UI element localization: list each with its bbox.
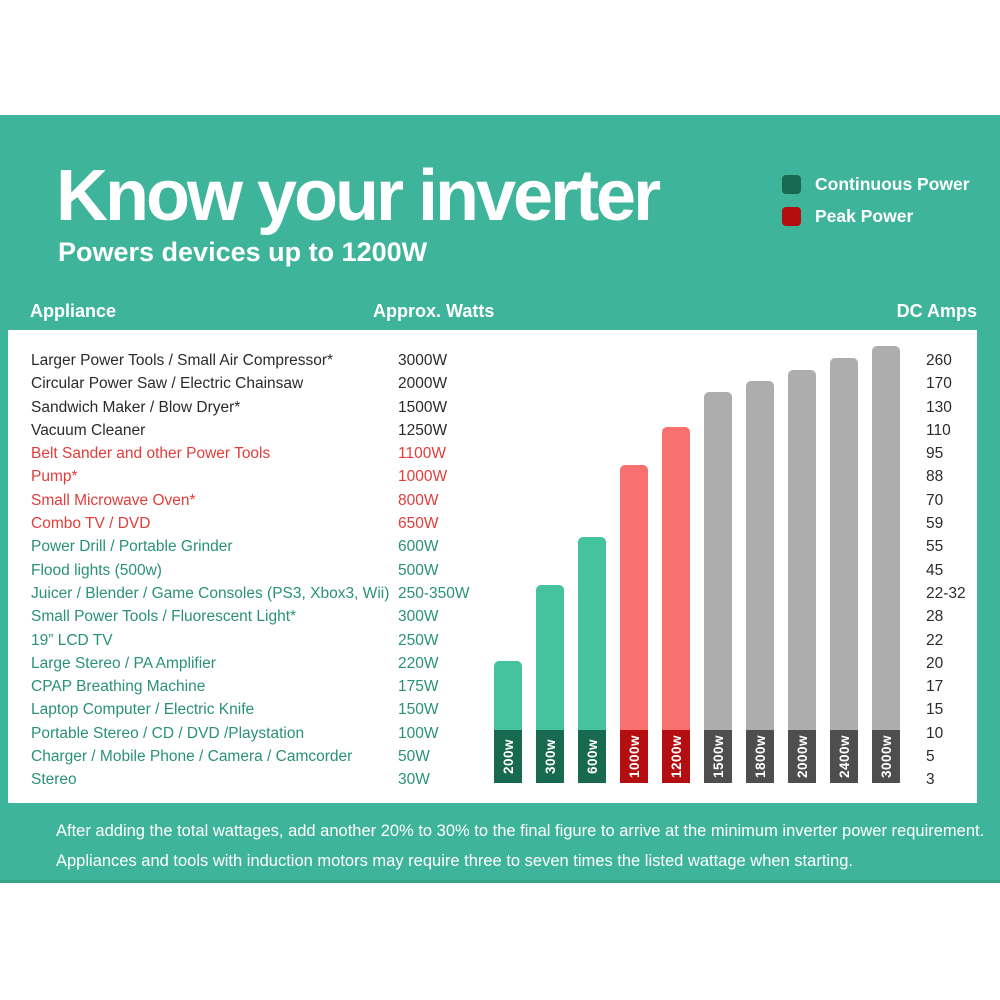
appliance-watts: 300W [398, 608, 439, 626]
appliance-name: Pump* [31, 468, 78, 486]
appliance-watts: 30W [398, 771, 430, 789]
chart-bar-base [578, 730, 606, 783]
appliance-amps: 22-32 [926, 584, 966, 602]
appliance-watts: 250W [398, 631, 439, 649]
appliance-amps: 70 [926, 491, 944, 509]
chart-bar [788, 370, 816, 783]
appliance-amps: 15 [926, 701, 944, 719]
appliance-name: Portable Stereo / CD / DVD /Playstation [31, 724, 305, 742]
chart-bar-label: 600w [584, 738, 600, 775]
appliance-watts: 175W [398, 678, 439, 696]
appliance-amps: 110 [926, 421, 951, 439]
appliance-amps: 260 [926, 352, 952, 369]
chart-bar [494, 661, 522, 783]
appliance-watts: 600W [398, 538, 439, 556]
appliance-amps: 22 [926, 631, 944, 649]
chart-bar [704, 392, 732, 783]
appliance-amps: 130 [926, 398, 952, 416]
appliance-name: Charger / Mobile Phone / Camera / Camcorder [31, 748, 353, 766]
appliance-watts: 1000W [398, 468, 448, 486]
appliance-name: Circular Power Saw / Electric Chainsaw [31, 375, 304, 393]
page-title: Know your inverter [56, 156, 659, 236]
peak-power-swatch-icon [782, 207, 801, 226]
appliance-name: Stereo [31, 771, 77, 789]
chart-bar-label: 200w [500, 738, 516, 775]
appliance-amps: 5 [926, 748, 935, 766]
appliance-amps: 59 [926, 515, 944, 533]
chart-bar-base [872, 730, 900, 783]
appliance-watts: 100W [398, 724, 439, 742]
chart-bar [662, 427, 690, 783]
chart-bar-base [788, 730, 816, 783]
legend-label-continuous: Continuous Power [815, 174, 970, 194]
chart-bar [830, 358, 858, 783]
appliance-watts: 250-350W [398, 584, 470, 602]
appliance-watts: 800W [398, 491, 439, 509]
appliance-watts: 500W [398, 561, 439, 579]
chart-bar-base [494, 730, 522, 783]
appliance-name: Small Power Tools / Fluorescent Light* [31, 608, 297, 626]
appliance-watts: 1500W [398, 398, 448, 416]
chart-bar-base [620, 730, 648, 783]
appliance-name: Larger Power Tools / Small Air Compressor* [31, 352, 334, 369]
chart-bar-label: 2400w [836, 734, 852, 779]
continuous-power-swatch-icon [782, 175, 801, 194]
appliance-name: Combo TV / DVD [31, 515, 151, 533]
chart-bar [536, 585, 564, 783]
appliance-amps: 20 [926, 654, 944, 672]
appliance-name: Flood lights (500w) [31, 561, 162, 579]
appliance-name: Juicer / Blender / Game Consoles (PS3, Xbox3, Wii) [31, 584, 390, 602]
column-header-appliance: Appliance [30, 301, 117, 321]
appliance-watts: 3000W [398, 352, 448, 369]
legend-item-continuous [782, 174, 970, 195]
appliance-name: Laptop Computer / Electric Knife [31, 701, 255, 719]
chart-bar [872, 346, 900, 783]
chart-bar-base [704, 730, 732, 783]
legend [782, 174, 970, 227]
appliance-amps: 95 [926, 445, 944, 463]
chart-bar [620, 465, 648, 783]
appliance-name: CPAP Breathing Machine [31, 678, 206, 696]
appliance-watts: 220W [398, 654, 439, 672]
legend-label-peak: Peak Power [815, 206, 914, 226]
page-subtitle: Powers devices up to 1200W [58, 237, 428, 267]
appliance-name: Power Drill / Portable Grinder [31, 538, 233, 556]
appliance-amps: 45 [926, 561, 944, 579]
appliance-watts: 50W [398, 748, 430, 766]
appliance-amps: 88 [926, 468, 944, 486]
chart-bar-base [746, 730, 774, 783]
chart-bar-label: 2000w [794, 734, 810, 779]
appliance-watts: 150W [398, 701, 439, 719]
appliance-name: 19” LCD TV [31, 631, 113, 649]
appliance-name: Small Microwave Oven* [31, 491, 196, 509]
appliance-watts: 1100W [398, 445, 446, 463]
chart-bar-base [830, 730, 858, 783]
wattage-bar-chart [494, 346, 900, 783]
chart-bar [578, 537, 606, 783]
appliance-amps: 55 [926, 538, 944, 556]
appliance-name: Large Stereo / PA Amplifier [31, 654, 216, 672]
appliance-name: Belt Sander and other Power Tools [31, 445, 271, 463]
chart-bar-label: 1000w [626, 734, 642, 779]
banner-bottom-edge [0, 880, 1000, 883]
appliance-name: Sandwich Maker / Blow Dryer* [31, 398, 241, 416]
chart-bar-label: 1200w [668, 734, 684, 779]
chart-bar-label: 300w [542, 738, 558, 775]
appliance-amps: 28 [926, 608, 944, 626]
legend-item-peak [782, 206, 970, 227]
chart-bar-base [662, 730, 690, 783]
chart-bar-label: 3000w [878, 734, 894, 779]
appliance-watts: 650W [398, 515, 439, 533]
column-header-watts: Approx. Watts [373, 301, 495, 321]
appliance-amps: 3 [926, 771, 935, 789]
column-header-amps: DC Amps [896, 301, 977, 321]
chart-bar-base [536, 730, 564, 783]
appliance-amps: 10 [926, 724, 944, 742]
appliance-watts: 1250W [398, 421, 448, 439]
appliance-name: Vacuum Cleaner [31, 421, 146, 439]
chart-bar [746, 381, 774, 783]
appliance-amps: 17 [926, 678, 944, 696]
appliance-watts: 2000W [398, 375, 448, 393]
footer-note-2: Appliances and tools with induction motors may require three to seven times the listed wattage when starting. [56, 852, 854, 870]
appliance-amps: 170 [926, 375, 952, 393]
content-panel [8, 330, 977, 803]
chart-bar-label: 1500w [710, 734, 726, 779]
chart-bar-label: 1800w [752, 734, 768, 779]
footer-note-1: After adding the total wattages, add another 20% to 30% to the final figure to arrive at the minimum inverter power requirement. [56, 822, 985, 840]
footer-notes [56, 816, 984, 876]
